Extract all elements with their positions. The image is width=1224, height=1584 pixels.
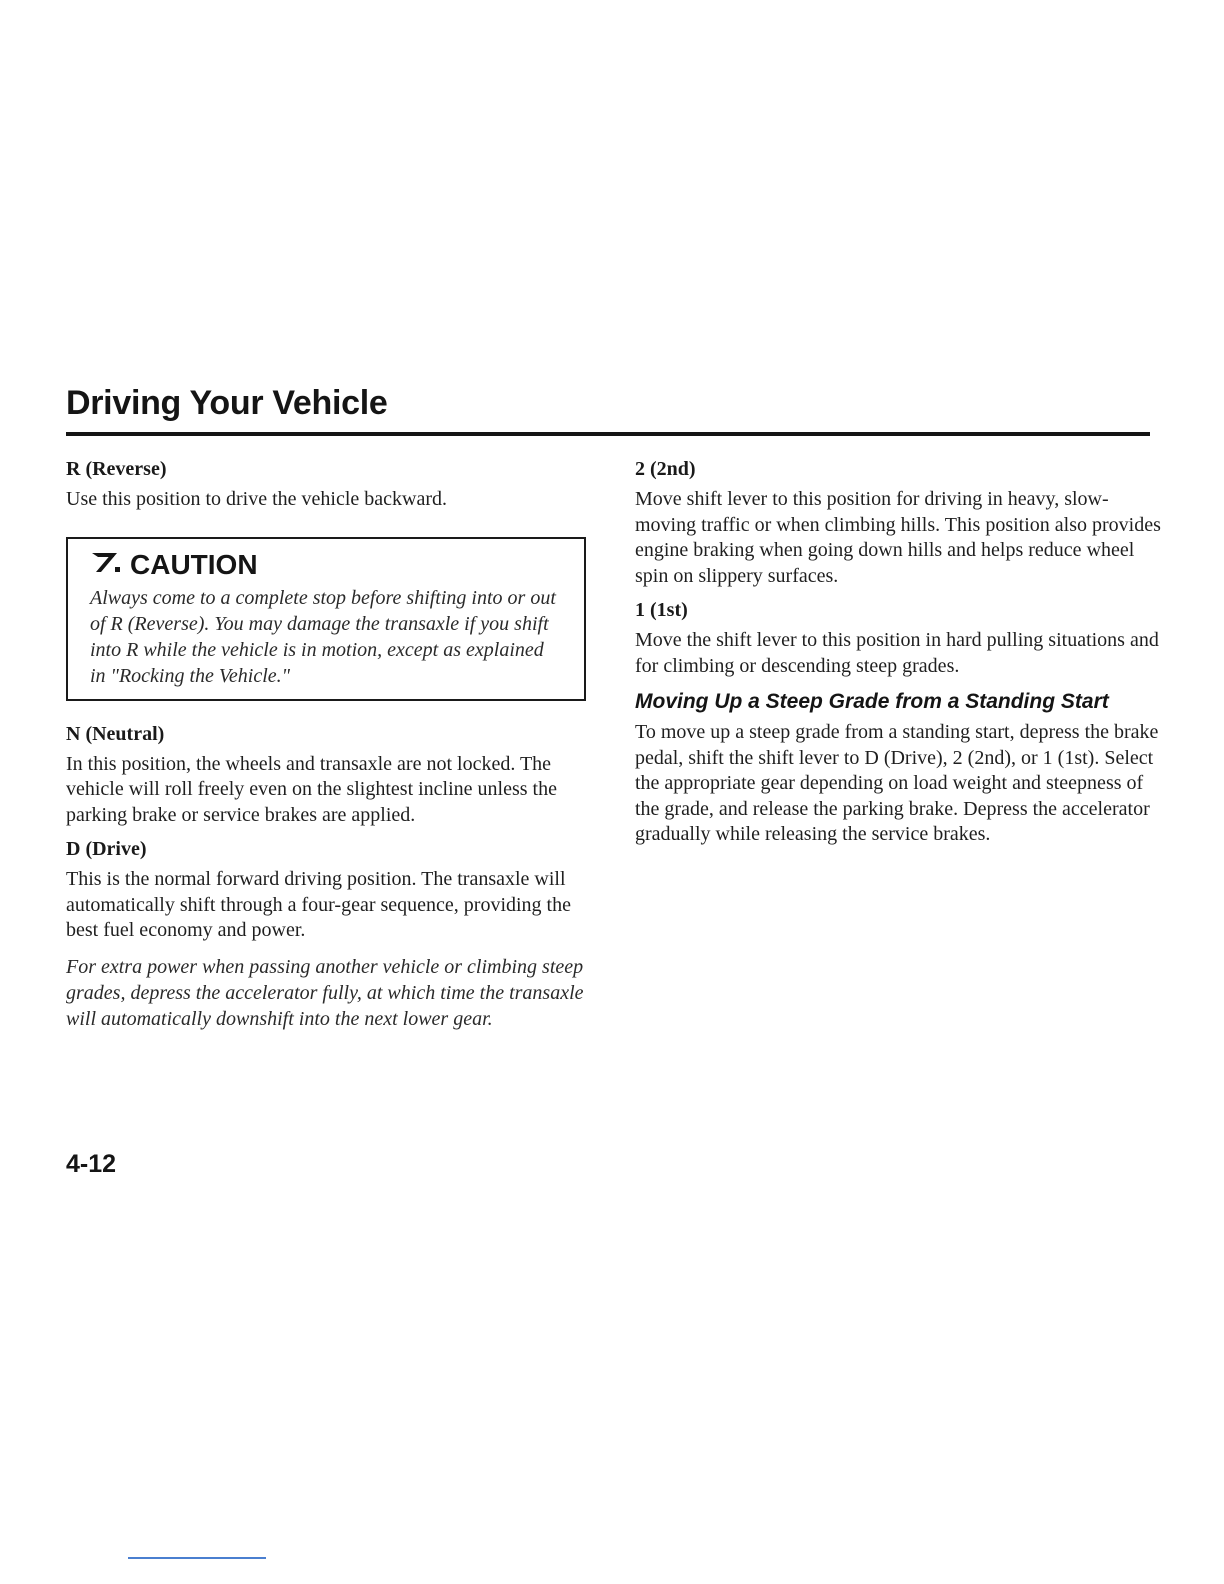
neutral-heading: N (Neutral) xyxy=(66,722,165,745)
caution-box xyxy=(66,537,586,701)
left-column xyxy=(66,458,586,1032)
section-title: Driving Your Vehicle xyxy=(66,384,388,422)
caution-text: Always come to a complete stop before shifting into or out of R (Reverse). You may damage the transaxle if you shift into R while the vehicle is in motion, except as explained in "Rocking the Vehicle." xyxy=(90,586,556,687)
drive-text: This is the normal forward driving position. The transaxle will automatically shift through a four-gear sequence, providing the best fuel economy and power. xyxy=(66,868,571,941)
right-column xyxy=(635,458,1165,858)
second-gear-heading: 2 (2nd) xyxy=(635,458,696,480)
first-gear-text: Move the shift lever to this position in hard pulling situations and for climbing or descending steep grades. xyxy=(635,629,1159,677)
drive-note: For extra power when passing another vehicle or climbing steep grades, depress the accelerator fully, at which time the transaxle will automatically downshift into the next lower gear. xyxy=(66,955,584,1030)
caution-label: CAUTION xyxy=(130,548,258,580)
drive-heading: D (Drive) xyxy=(66,838,147,860)
title-rule xyxy=(66,432,1150,436)
footer-divider xyxy=(128,1557,266,1559)
caution-icon xyxy=(90,549,124,581)
first-gear-heading: 1 (1st) xyxy=(635,599,688,621)
page-number: 4-12 xyxy=(66,1150,117,1178)
steep-grade-heading: Moving Up a Steep Grade from a Standing Start xyxy=(635,690,1109,713)
second-gear-text: Move shift lever to this position for driving in heavy, slow-moving traffic or when climbing hills. This position also provides engine braking when going down hills and helps reduce wheel spin on slippery surfaces. xyxy=(635,488,1161,587)
reverse-heading: R (Reverse) xyxy=(66,458,167,480)
caution-header xyxy=(90,549,562,581)
reverse-text: Use this position to drive the vehicle backward. xyxy=(66,488,448,510)
neutral-text: In this position, the wheels and transaxle are not locked. The vehicle will roll freely even on the slightest incline unless the parking brake or service brakes are applied. xyxy=(66,752,557,826)
steep-grade-text: To move up a steep grade from a standing start, depress the brake pedal, shift the shift lever to D (Drive), 2 (2nd), or 1 (1st). Select the appropriate gear depending on load weight and steepness of the grade, and release the parking brake. Depress the accelerator gradually while releasing the service brakes. xyxy=(635,721,1159,845)
